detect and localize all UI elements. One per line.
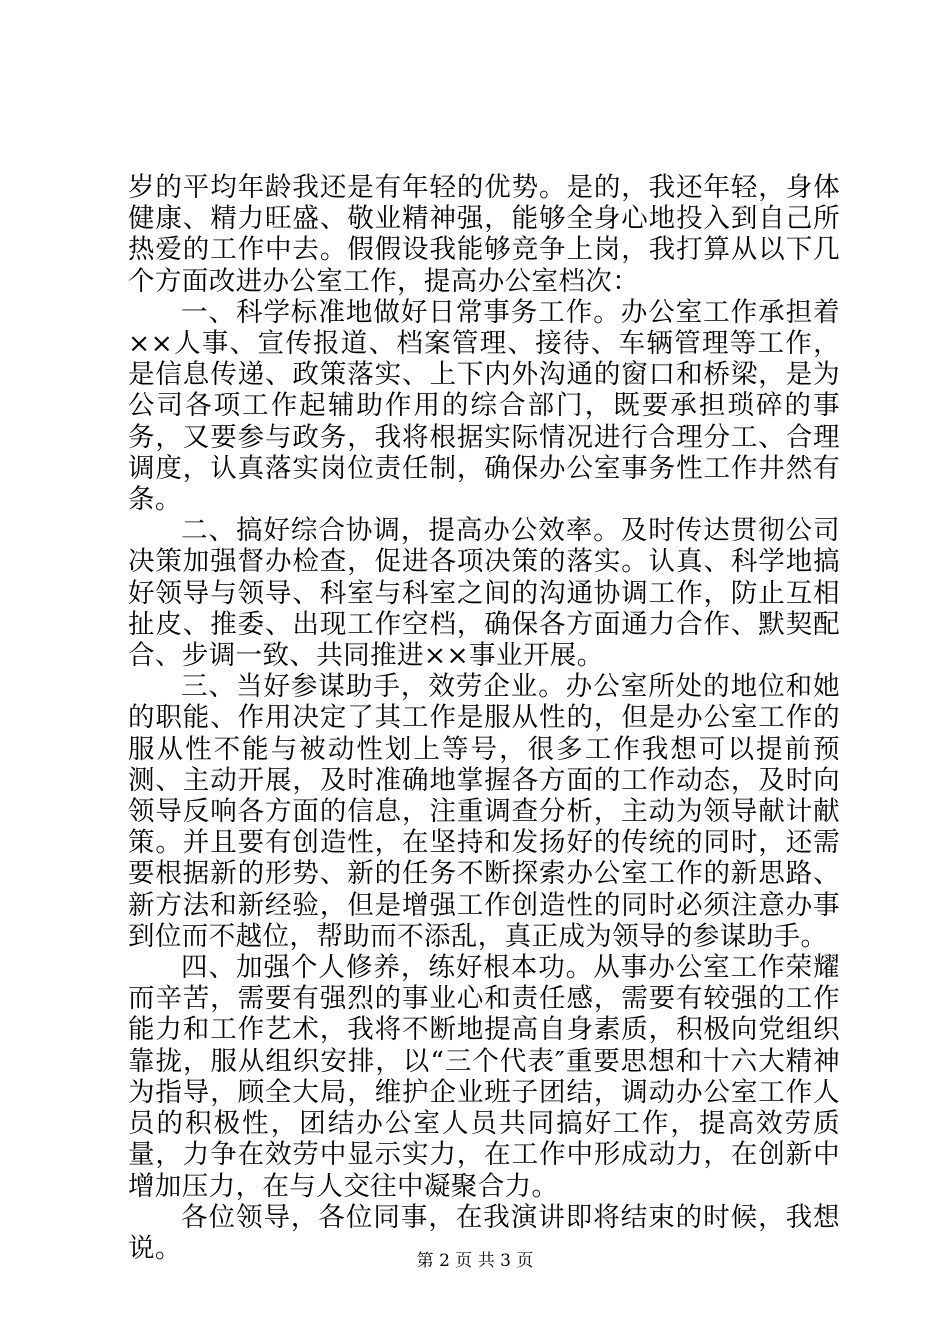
paragraph-section-four: 四、加强个人修养，练好根本功。从事办公室工作荣耀而辛苦，需要有强烈的事业心和责任感，需要有较强的工作能力和工作艺术，我将不断地提高自身素质，积极向党组织靠拢，服从组织安排，以“三个代表″重要思想和十六大精神为指导，顾全大局，维护企业班子团结，调动办公室工作人员的积极性，团结办公室人员共同搞好工作，提高效劳质量，力争在效劳中显示实力，在工作中形成动力，在创新中增加压力，在与人交往中凝聚合力。	[128, 952, 840, 1202]
document-body	[128, 172, 840, 1264]
paragraph-section-one: 一、科学标准地做好日常事务工作。办公室工作承担着××人事、宣传报道、档案管理、接待、车辆管理等工作，是信息传递、政策落实、上下内外沟通的窗口和桥梁，是为公司各项工作起辅助作用的综合部门，既要承担琐碎的事务，又要参与政务，我将根据实际情况进行合理分工、合理调度，认真落实岗位责任制，确保办公室事务性工作井然有条。	[128, 296, 840, 516]
paragraph-section-two: 二、搞好综合协调，提高办公效率。及时传达贯彻公司决策加强督办检查，促进各项决策的落实。认真、科学地搞好领导与领导、科室与科室之间的沟通协调工作，防止互相扯皮、推委、出现工作空档，确保各方面通力合作、默契配合、步调一致、共同推进××事业开展。	[128, 515, 840, 672]
paragraph-continuation: 岁的平均年龄我还是有年轻的优势。是的，我还年轻，身体健康、精力旺盛、敬业精神强，能够全身心地投入到自己所热爱的工作中去。假假设我能够竞争上岗，我打算从以下几个方面改进办公室工作，提高办公室档次：	[128, 172, 840, 297]
page-number-footer: 第 2 页 共 3 页	[416, 1251, 534, 1271]
paragraph-section-three: 三、当好参谋助手，效劳企业。办公室所处的地位和她的职能、作用决定了其工作是服从性的，但是办公室工作的服从性不能与被动性划上等号，很多工作我想可以提前预测、主动开展，及时准确地掌握各方面的工作动态，及时向领导反响各方面的信息，注重调查分析，主动为领导献计献策。并且要有创造性，在坚持和发扬好的传统的同时，还需要根据新的形势、新的任务不断探索办公室工作的新思路、新方法和新经验，但是增强工作创造性的同时必须注意办事到位而不越位，帮助而不添乱，真正成为领导的参谋助手。	[128, 671, 840, 952]
paragraph-closing: 各位领导，各位同事，在我演讲即将结束的时候，我想说。	[128, 1201, 840, 1264]
